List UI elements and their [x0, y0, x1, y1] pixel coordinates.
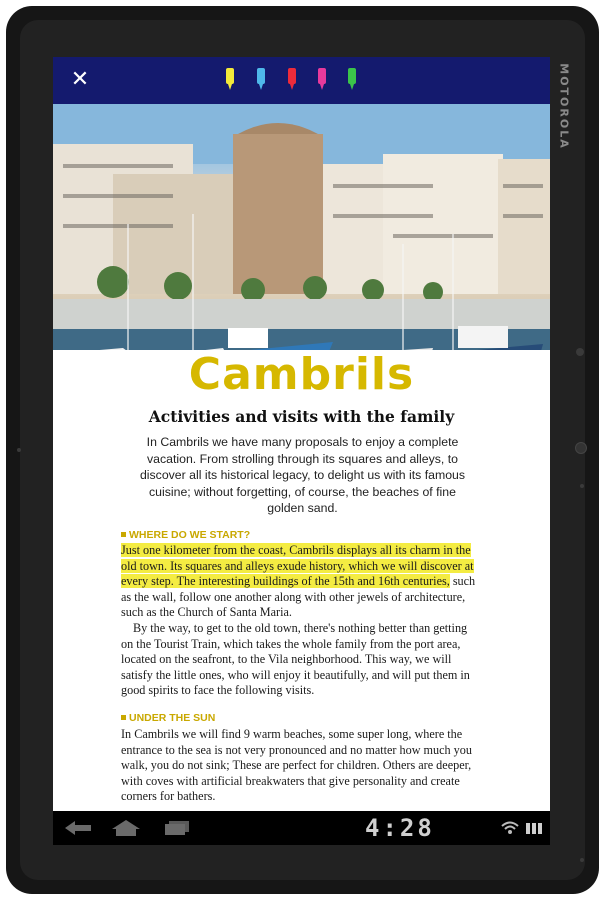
- marker-tip: [228, 84, 232, 90]
- article-intro: In Cambrils we have many proposals to enjoy a complete vacation. From strolling through its squares and alleys, to discover all its historical legacy, to delight us with its famous cuisine; without forgetting, of course, the beaches of fine golden sand.: [139, 435, 466, 516]
- highlight-toolbar: [53, 57, 550, 104]
- pink-marker-icon[interactable]: [317, 68, 327, 92]
- article-subtitle: Activities and visits with the family: [148, 407, 455, 426]
- recent-apps-icon[interactable]: [163, 820, 191, 836]
- highlighted-text[interactable]: Just one kilometer from the coast, Cambrils displays all its charm in the old town. Its squares and alleys exude history, which we will discover at every step. The interesting buildings of the 15th and 16th centuries,: [121, 543, 474, 589]
- device-brand-label: MOTOROLA: [557, 63, 571, 150]
- wifi-icon: [501, 821, 519, 835]
- marker-tip: [350, 84, 354, 90]
- status-clock: 4:28: [365, 814, 435, 842]
- marker-tip: [320, 84, 324, 90]
- marker-body: [288, 68, 296, 84]
- red-marker-icon[interactable]: [287, 68, 297, 92]
- marker-tip: [290, 84, 294, 90]
- back-icon[interactable]: [63, 820, 93, 836]
- section-heading: [121, 529, 250, 541]
- bullet-icon: [121, 532, 126, 537]
- screen: [53, 57, 550, 845]
- bullet-icon: [121, 715, 126, 720]
- yellow-marker-icon[interactable]: [225, 68, 235, 92]
- camera-icon: [576, 348, 584, 356]
- close-icon[interactable]: ✕: [70, 67, 90, 92]
- device-brand: [552, 56, 576, 166]
- marker-body: [226, 68, 234, 84]
- marker-body: [257, 68, 265, 84]
- marker-tip: [259, 84, 263, 90]
- marker-body: [348, 68, 356, 84]
- body-paragraph: By the way, to get to the old town, there's nothing better than getting on the Tourist Train, which takes the whole family from the port area, located on the seafront, to the Vila neighborhood. This way, we will satisfy the little ones, who will enjoy it beautifully, and will put them in good spirits to face the following visits.: [121, 620, 470, 698]
- section-body: [121, 543, 480, 699]
- section-heading-label: WHERE DO WE START?: [129, 529, 251, 541]
- section-heading-label: UNDER THE SUN: [129, 712, 216, 724]
- section-heading: [121, 712, 215, 724]
- section-body: [121, 727, 480, 805]
- article-title: Cambrils: [188, 349, 415, 400]
- sensor-icon: [575, 442, 587, 454]
- marker-body: [318, 68, 326, 84]
- home-icon[interactable]: [111, 819, 141, 837]
- green-marker-icon[interactable]: [347, 68, 357, 92]
- blue-marker-icon[interactable]: [256, 68, 266, 92]
- body-text: such as the wall, follow one another along with other jewels of architecture, such as the Church of Santa Maria.: [121, 574, 476, 620]
- system-navbar: [53, 811, 550, 845]
- body-paragraph: In Cambrils we will find 9 warm beaches, some super long, where the entrance to the sea is not very pronounced and no matter how much you walk, you do not sink; These are perfect for children. Others are deeper, with coves with artificial breakwaters that give personality and create corners for bathers.: [121, 727, 472, 804]
- side-dot: [17, 448, 21, 452]
- side-dot: [580, 858, 584, 862]
- battery-icon: [525, 821, 543, 835]
- side-dot: [580, 484, 584, 488]
